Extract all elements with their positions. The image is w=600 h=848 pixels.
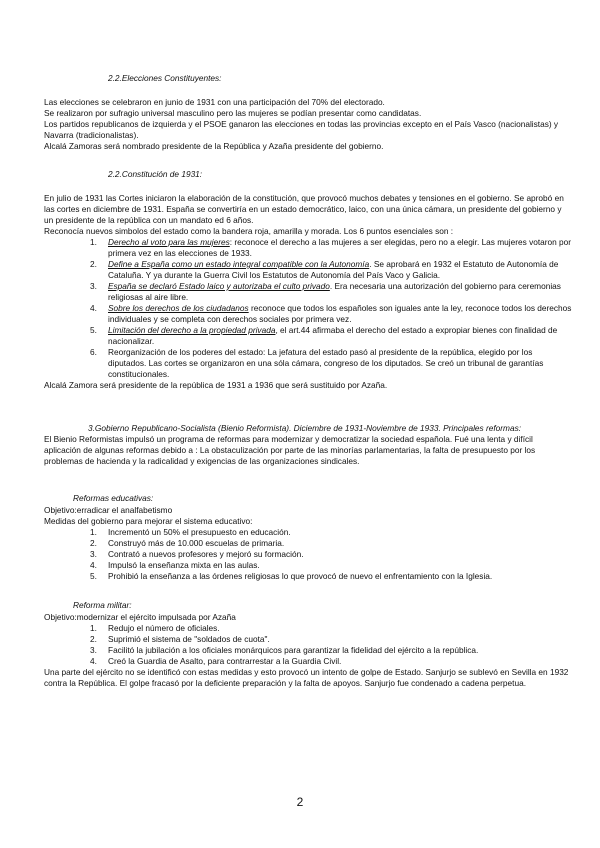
point-text: , el art.44 afirmaba el derecho del estado a expropiar bienes con finalidad de nacionalizar. <box>108 325 558 346</box>
elecciones-line: Alcalá Zamoras será nombrado presidente de la República y Azaña presidente del gobierno. <box>44 141 384 151</box>
constitucion-body <box>44 193 572 391</box>
elecciones-line: Se realizaron por sufragio universal masculino pero las mujeres se podían presentar como candidatas. <box>44 108 422 118</box>
point-title: España se declaró Estado laico y autorizaba el culto privado <box>108 281 330 291</box>
list-item: 3. Facilitó la jubilación a los oficiales monárquicos para garantizar la fidelidad del ejército a la república. <box>90 645 479 655</box>
list-item: 2. Suprimió el sistema de "soldados de cuota". <box>90 634 270 644</box>
militar-body <box>44 612 572 689</box>
list-item: 4. Creó la Guardia de Asalto, para contrarrestar a la Guardia Civil. <box>90 656 342 666</box>
list-item: 5. Limitación del derecho a la propiedad privada, el art.44 afirmaba el derecho del estado a expropiar bienes con finalidad de nacionalizar. <box>90 325 558 346</box>
elecciones-body <box>44 97 572 152</box>
list-item: 4. Sobre los derechos de los ciudadanos reconoce que todos los españoles son iguales ante la ley, reconoce todos los derechos individuales y se completa con derechos sociales por primera vez. <box>90 303 572 324</box>
point-text: reconoce que todos los españoles son iguales ante la ley, reconoce todos los derechos individuales y se completa con derechos sociales por primera vez. <box>108 303 572 324</box>
list-item: 1. Redujo el número de oficiales. <box>90 623 220 633</box>
list-item: 1. Derecho al voto para las mujeres: reconoce el derecho a las mujeres a ser elegidas, pero no a elegir. Las mujeres votaron por primera vez en las elecciones de 1933. <box>90 237 572 258</box>
militar-items <box>90 623 572 667</box>
list-item: 3. Contrató a nuevos profesores y mejoró su formación. <box>90 549 304 559</box>
point-title: Define a España como un estado integral compatible con la Autonomía <box>108 259 370 269</box>
educativas-objective: Objetivo:erradicar el analfabetismo <box>44 505 173 515</box>
point-text: . Se aprobará en 1932 el Estatuto de Autonomía de Cataluña. Y ya durante la Guerra Civil los Estatutos de Autonomía del País Vaco y Galicia. <box>108 259 559 280</box>
point-text: Reorganización de los poderes del estado: La jefatura del estado pasó al presidente de la república, elegido por los diputados. Las cortes se organizaron en una sóla cámara, congreso de los diputados. Se creó un tribunal de garantías constitucionales. <box>108 347 544 379</box>
list-item: 2. Define a España como un estado integral compatible con la Autonomía. Se aprobará en 1932 el Estatuto de Autonomía de Cataluña. Y ya durante la Guerra Civil los Estatutos de Autonomía del País Vaco y Galicia. <box>90 259 559 280</box>
list-item: 6. Reorganización de los poderes del estado: La jefatura del estado pasó al presidente de la república, elegido por los diputados. Las cortes se organizaron en una sóla cámara, congreso de los diputados. Se creó un tribunal de garantías constitucionales. <box>90 347 544 379</box>
constitucion-points <box>90 237 572 380</box>
elecciones-line: Los partidos republicanos de izquierda y el PSOE ganaron las elecciones en todas las provincias excepto en el País Vasco (nacionalistas) y Navarra (tradicionalistas). <box>44 119 559 140</box>
list-item: 2. Construyó más de 10.000 escuelas de primaria. <box>90 538 285 548</box>
militar-closing: Una parte del ejército no se identificó con estas medidas y esto provocó un intento de golpe de Estado. Sanjurjo se sublevó en Sevilla en 1932 contra la República. El golpe fracasó por la deficiente preparación y la falta de apoyos. Sanjurjo fue condenado a cadena perpetua. <box>44 667 569 688</box>
educativas-lead: Medidas del gobierno para mejorar el sistema educativo: <box>44 516 253 526</box>
heading-constitucion: 2.2.Constitución de 1931: <box>108 169 203 179</box>
bienio-text: El Bienio Reformistas impulsó un programa de reformas para modernizar y democratizar la sociedad española. Fué una lenta y difícil aplicación de algunas reformas debido a : La obstaculización por parte de las minorías parlamentarias, la falta de presupuesto por los problemas de hacienda y la radicalidad y exigencias de las organizaciones sindicales. <box>44 434 536 466</box>
elecciones-line: Las elecciones se celebraron en junio de 1931 con una participación del 70% del electorado. <box>44 97 385 107</box>
constitucion-closing: Alcalá Zamora será presidente de la república de 1931 a 1936 que será sustituido por Azaña. <box>44 380 388 390</box>
list-item: 5. Prohibió la enseñanza a las órdenes religiosas lo que provocó de nuevo el enfrentamiento con la Iglesia. <box>90 571 493 581</box>
heading-elecciones: 2.2.Elecciones Constituyentes: <box>108 73 222 83</box>
point-title: Sobre los derechos de los ciudadanos <box>108 303 249 313</box>
point-text: . Era necesaria una autorización del gobierno para ceremonias religiosas al aire libre. <box>108 281 561 302</box>
point-text: : reconoce el derecho a las mujeres a ser elegidas, pero no a elegir. Las mujeres votaron por primera vez en las elecciones de 1933. <box>108 237 572 258</box>
constitucion-intro: En julio de 1931 las Cortes iniciaron la elaboración de la constitución, que provocó muchos debates y tensiones en el gobierno. Se aprobó en las cortes en diciembre de 1931. España se convertiría en un estado democrático, laico, con una única cámara, un presidente del gobierno y un presidente de la república con un mandato ed 6 años. <box>44 193 564 225</box>
heading-bienio: 3.Gobierno Republicano-Socialista (Bienio Reformista). Diciembre de 1931-Noviembre de 1933. Principales reformas: <box>88 423 522 433</box>
point-title: Limitación del derecho a la propiedad privada <box>108 325 276 335</box>
militar-objective: Objetivo:modernizar el ejército impulsada por Azaña <box>44 612 236 622</box>
constitucion-lead: Reconocía nuevos simbolos del estado como la bandera roja, amarilla y morada. Los 6 puntos esenciales son : <box>44 226 454 236</box>
educativas-body <box>44 505 572 582</box>
list-item: 4. Impulsó la enseñanza mixta en las aulas. <box>90 560 260 570</box>
heading-militar: Reforma militar: <box>73 600 132 610</box>
list-item: 1. Incrementó un 50% el presupuesto en educación. <box>90 527 291 537</box>
bienio-body <box>44 423 572 467</box>
heading-educativas: Reformas educativas: <box>73 493 154 503</box>
page-number: 2 <box>296 795 304 809</box>
point-title: Derecho al voto para las mujeres <box>108 237 230 247</box>
educativas-items <box>90 527 572 582</box>
list-item: 3. España se declaró Estado laico y autorizaba el culto privado. Era necesaria una autorización del gobierno para ceremonias religiosas al aire libre. <box>90 281 561 302</box>
